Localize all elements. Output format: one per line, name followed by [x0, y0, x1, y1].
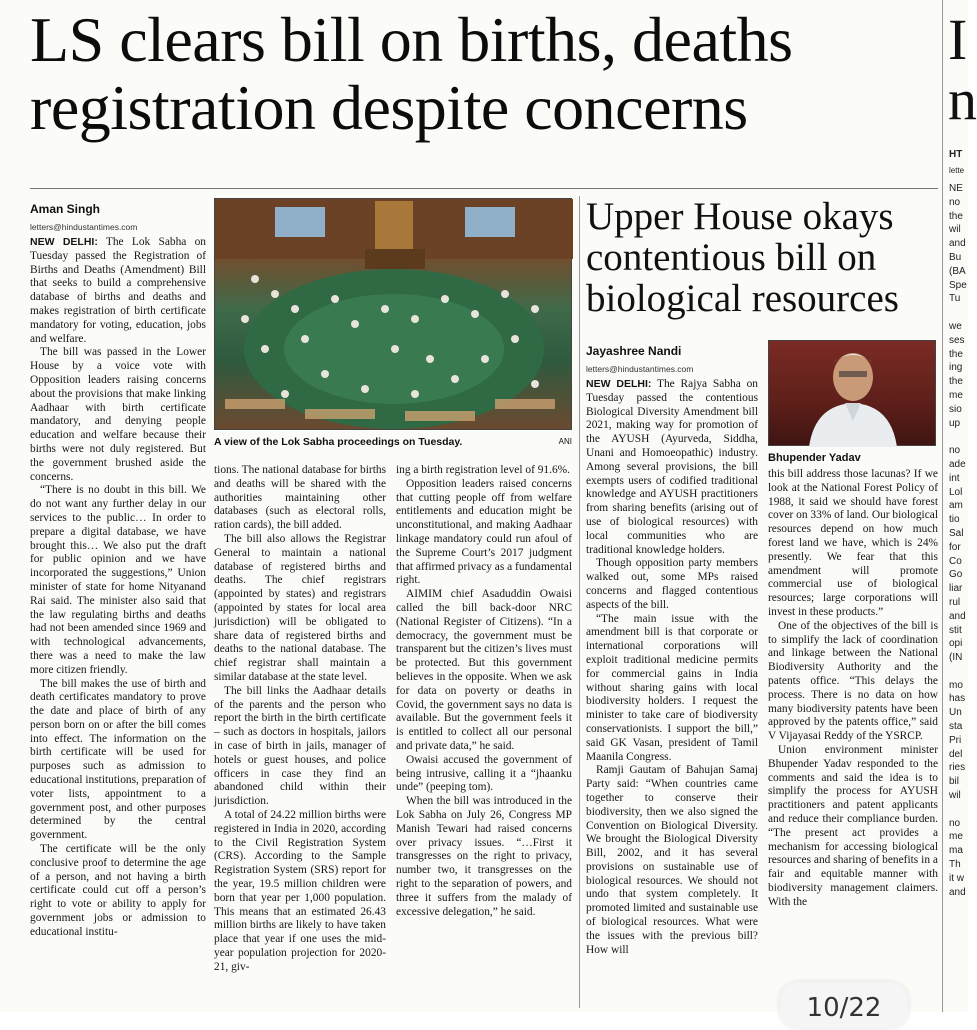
paragraph-text: The Rajya Sabha on Tuesday passed the contentious Biological Diversity Amendment bill 2021, making way for promotion of the AYUSH (Ayurveda, Siddha, Unani and Homoeopathic) industry. Among several provisions, the bill exempts users of codified traditional knowledge and AYUSH practitioners from sharing benefits (arising out of use of biological resources) with local communities who are traditional knowledge holders. — [586, 378, 758, 556]
adjacent-text-fragment: me — [949, 831, 963, 843]
paragraph — [30, 346, 206, 484]
second-story-column-1 — [586, 378, 758, 1008]
adjacent-text-fragment — [949, 430, 969, 444]
page-counter: 10/22 — [780, 982, 908, 1028]
paragraph-text: The bill also allows the Registrar General to maintain a national database of registered births and deaths. The chief registrars (appointed by states) and registrars (appointed by states for local area jurisdiction) will be obligated to share data of registered births and deaths to the national database. The chief registrar shall maintain a similar database at the state level. — [214, 532, 386, 683]
adjacent-text-fragment: has — [949, 693, 966, 705]
photo-caption-row — [214, 436, 572, 448]
adjacent-text-fragment: wil — [949, 224, 961, 236]
adjacent-text-fragment: it w — [949, 872, 964, 884]
adjacent-text-fragment: am — [949, 500, 963, 512]
main-headline-line-2: registration despite concerns — [30, 72, 748, 143]
adjacent-text-fragment: del — [949, 748, 963, 760]
paragraph-text: The certificate will be the only conclusive proof to determine the age of a person, and not having a birth certificate could cut off a person’s right to vote or ability to apply for government jobs or admission to educational institu- — [30, 843, 206, 938]
headline-rule — [30, 188, 938, 189]
adjacent-text-fragment: Go — [949, 569, 963, 581]
adjacent-text-fragment: Pri — [949, 734, 962, 746]
dateline: NEW DELHI: — [30, 236, 98, 248]
adjacent-headline-1: I — [948, 7, 968, 72]
adjacent-text-fragment — [949, 665, 969, 679]
main-headline-line-1: LS clears bill on births, deaths — [30, 4, 793, 75]
adjacent-text-fragment: (IN — [949, 652, 963, 664]
adjacent-text-fragment: Th — [949, 859, 961, 871]
paragraph — [396, 754, 572, 795]
adjacent-text-fragment: sio — [949, 403, 962, 415]
adjacent-text-fragment: for — [949, 541, 961, 553]
second-story-column-2 — [768, 468, 938, 1008]
second-headline-line-2: contentious bill on — [586, 236, 877, 279]
paragraph-text: The bill links the Aadhaar details of the parents and the person who report the birth in the birth certificate – such as doctors in hospitals, jailors in case of birth in jails, manager of hotels or guest houses, and police officers in case they find an abandoned child within their jurisdiction. — [214, 684, 386, 808]
paragraph — [768, 620, 938, 744]
paragraph — [214, 464, 386, 533]
paragraph-text: One of the objectives of the bill is to simplify the lack of coordination and linkage between the National Biodiversity Authority and the patents office. “This delays the process. There is no data on how many biodiversity patents have been approved by the patents office,” said V Vijayasai Reddy of the YSRCP. — [768, 619, 938, 743]
main-story-column-1 — [30, 236, 206, 1008]
paragraph — [586, 764, 758, 957]
adjacent-text-fragment — [949, 306, 969, 320]
adjacent-byline: HT — [949, 149, 963, 160]
paragraph — [396, 588, 572, 754]
adjacent-text-fragment: Tu — [949, 293, 961, 305]
paragraph-text: “There is no doubt in this bill. We do not want any further delay in our services to the public… In order to prepare a digital database, we have brought this… We also put the draft for public opinion and we have incorporated the suggestions,” Union minister of state for home Nityanand Rai said. The minister also said that the law regulating births and deaths had not been amended since 1969 and with technological advancements, there was a need to make the law more citizen friendly. — [30, 484, 206, 676]
photo-caption: A view of the Lok Sabha proceedings on Tuesday. — [214, 436, 463, 448]
second-headline — [586, 196, 936, 319]
adjacent-text-fragment: Co — [949, 555, 962, 567]
adjacent-text-fragment: Bu — [949, 251, 962, 263]
paragraph — [214, 533, 386, 685]
paragraph-text: Union environment minister Bhupender Yadav responded to the comments and said the idea is to simplify the process for AYUSH practitioners and patent applicants and reduce their compliance burden. “The present act provides a mechanism for accessing biological resources and sharing of benefits in a fair and equitable manner with biodiversity management claimers. With the — [768, 743, 938, 908]
adjacent-text-fragment: the — [949, 376, 963, 388]
lok-sabha-photo-image — [215, 199, 573, 431]
adjacent-text-fragment: liar — [949, 583, 963, 595]
minister-portrait-image — [769, 341, 937, 447]
paragraph — [396, 478, 572, 588]
adjacent-text-fragment: ade — [949, 458, 966, 470]
paragraph-text: The bill makes the use of birth and death certificates mandatory to prove the date and place of birth of any person born on or after the bill comes into effect. The information on the birth certificate will be used for purposes such as admission to educational institutions, preparation of voter lists, appointment to a government post, and other purposes determined by the central government. — [30, 677, 206, 842]
paragraph — [768, 744, 938, 910]
paragraph-text: Owaisi accused the government of being intrusive, calling it a “jhaanku unde” (peeping tom). — [396, 753, 572, 794]
paragraph-text: Though opposition party members walked out, some MPs raised concerns and flagged contentious aspects of the bill. — [586, 557, 758, 611]
adjacent-text-fragments — [949, 182, 969, 899]
adjacent-text-fragment: int — [949, 472, 960, 484]
adjacent-text-fragment: tio — [949, 514, 960, 526]
main-story-column-3 — [396, 464, 572, 1008]
paragraph — [30, 236, 206, 346]
second-author: Jayashree Nandi — [586, 344, 682, 358]
paragraph — [214, 809, 386, 975]
adjacent-headline-2: n — [948, 67, 977, 132]
photo-credit: ANI — [558, 437, 572, 446]
lok-sabha-photo — [214, 198, 572, 430]
paragraph-text: ing a birth registration level of 91.6%. — [396, 464, 570, 476]
paragraph-text: Ramji Gautam of Bahujan Samaj Party said: “When countries came together to conserve their biodiversity, then we also signed the Convention on Biological Diversity. We brought the Biological Diversity Bill, 2002, and it has several provisions on sustainable use of biological resources. We should not undo that system completely. It promoted limited and sustainable use of biological resources. What were the issues with the previous bill? How will — [586, 764, 758, 956]
paragraph-text: A total of 24.22 million births were registered in India in 2020, according to the Civil Registration System (CRS). According to the Sample Registration System (SRS) report for the year, 19.5 million children were born that year per 1,000 population. This means that an estimated 26.43 million births are likely to have taken place that year if one uses the mid-year population projection for 2020-21, giv- — [214, 808, 386, 973]
adjacent-text-fragment: rul — [949, 596, 961, 608]
adjacent-text-fragment: opi — [949, 638, 963, 650]
minister-portrait — [768, 340, 936, 446]
paragraph-text: The Lok Sabha on Tuesday passed the Registration of Births and Deaths (Amendment) Bill that seeks to build a comprehensive database of births and deaths and makes registration of birth certificate mandatory for voting, education, jobs and welfare. — [30, 236, 206, 345]
paragraph — [396, 795, 572, 919]
adjacent-text-fragment: stit — [949, 624, 962, 636]
adjacent-text-fragment: NE — [949, 183, 963, 194]
paragraph-text: The bill was passed in the Lower House by a voice vote with Opposition leaders raising concerns about the provisions that make linking Aadhaar with birth certificate mandatory, and denying people education and welfare because their births were not duly registered. But the government brushed aside the concerns. — [30, 346, 206, 483]
paragraph-text: tions. The national database for births and deaths will be shared with the authorities maintaining other databases (such as electoral rolls, ration cards), the bill added. — [214, 464, 386, 532]
adjacent-text-fragment: Lol — [949, 486, 963, 498]
adjacent-text-fragment: and — [949, 886, 966, 898]
paragraph-text: “The main issue with the amendment bill is that corporate or international corporations will exploit traditional medicine permits for commercial gains in India without sharing gains with local biodiversity holders. I request the minister to take care of biodiversity conservationists. I support the bill,” said GK Vasan, president of Tamil Maanila Congress. — [586, 612, 758, 763]
adjacent-text-fragment: no — [949, 817, 961, 829]
paragraph-text: Opposition leaders raised concerns that cutting people off from welfare entitlements and education might be unconstitutional, and making Aadhaar linkage mandatory could run afoul of the Supreme Court’s 2017 judgment that affirmed privacy as a fundamental right. — [396, 477, 572, 587]
adjacent-text-fragment: sta — [949, 721, 963, 733]
adjacent-text-fragment: ing — [949, 362, 963, 374]
adjacent-text-fragment: me — [949, 389, 963, 401]
paragraph — [396, 464, 572, 478]
adjacent-text-fragment — [949, 803, 969, 817]
adjacent-text-fragment: and — [949, 238, 966, 250]
adjacent-text-fragment: mo — [949, 679, 963, 691]
paragraph — [30, 843, 206, 940]
story-divider — [579, 196, 580, 1008]
paragraph — [586, 378, 758, 557]
paragraph — [214, 685, 386, 809]
paragraph — [586, 613, 758, 765]
adjacent-text-fragment: bil — [949, 776, 960, 788]
paragraph — [768, 468, 938, 620]
dateline: NEW DELHI: — [586, 378, 652, 390]
main-headline — [30, 6, 930, 142]
main-story-column-2 — [214, 464, 386, 1008]
paragraph-text: this bill address those lacunas? If we look at the National Forest Policy of 1988, it said we should have forest cover on 33% of land. Our biological resources depend on how much forest land we have, which is 24% presently. We fear that this amendment will promote commercial use of biological resources; large corporations will invest in these products.” — [768, 468, 938, 618]
adjacent-text-fragment: the — [949, 348, 963, 360]
adjacent-text-fragment: ma — [949, 845, 963, 857]
adjacent-email: lette — [949, 166, 965, 175]
right-edge-divider — [942, 0, 943, 1012]
paragraph — [30, 678, 206, 844]
adjacent-text-fragment: the — [949, 210, 963, 222]
adjacent-text-fragment: up — [949, 417, 961, 429]
portrait-caption: Bhupender Yadav — [768, 452, 861, 464]
adjacent-text-fragment: (BA — [949, 265, 966, 277]
adjacent-text-fragment: no — [949, 196, 961, 208]
adjacent-text-fragment: ries — [949, 762, 966, 774]
paragraph-text: When the bill was introduced in the Lok Sabha on July 26, Congress MP Manish Tewari had raised concerns over privacy issues. “…First it transgresses on the right to privacy, number two, it transgresses on the right to the separation of powers, and three it suffers from the malady of excessive delegation,” he said. — [396, 795, 572, 918]
second-author-email: letters@hindustantimes.com — [586, 364, 694, 374]
main-author-email: letters@hindustantimes.com — [30, 222, 138, 232]
paragraph — [30, 484, 206, 677]
adjacent-text-fragment: no — [949, 445, 961, 457]
main-author: Aman Singh — [30, 202, 101, 216]
paragraph — [586, 557, 758, 612]
second-headline-line-3: biological resources — [586, 277, 899, 320]
adjacent-text-fragment: Sal — [949, 527, 964, 539]
adjacent-text-fragment: Spe — [949, 279, 967, 291]
paragraph-text: AIMIM chief Asaduddin Owaisi called the bill back-door NRC (National Register of Citizens). “In a democracy, the government must be transparent but the citizen’s lives must be protected. But this government believes in the opposite. When we ask for data on poverty or deaths in Covid, the government says no data is available. But the government feels it is entitled to collect all our personal and private data,” he said. — [396, 588, 572, 752]
adjacent-text-fragment: and — [949, 610, 966, 622]
adjacent-text-fragment: we — [949, 320, 962, 332]
adjacent-text-fragment: ses — [949, 334, 965, 346]
adjacent-column-strip — [946, 0, 977, 1012]
adjacent-text-fragment: Un — [949, 707, 962, 719]
second-headline-line-1: Upper House okays — [586, 195, 894, 238]
adjacent-text-fragment: wil — [949, 790, 961, 802]
